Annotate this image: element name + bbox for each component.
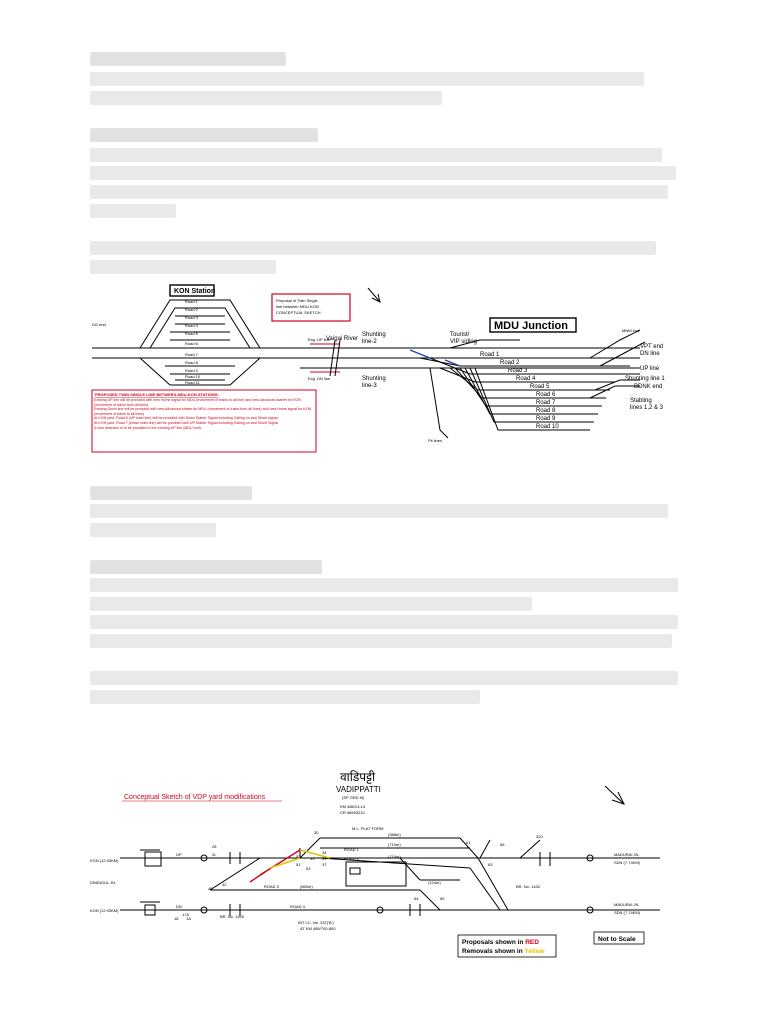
kon-road-label: Road 10 <box>185 374 201 379</box>
level-crossing-label: INT LC. No. 337('B') <box>298 920 334 925</box>
signal-number: 18 <box>174 916 179 921</box>
station-subtitle: (SP GRD III) <box>342 795 365 800</box>
mdu-road-label: Road 9 <box>536 416 556 422</box>
signal-number: 34 <box>322 850 327 855</box>
signal-number: 30 <box>314 830 319 835</box>
mdu-road-label: Road 1 <box>480 352 500 358</box>
not-to-scale-label: Not to Scale <box>598 936 636 943</box>
kon-road-label: Road 4 <box>185 323 198 328</box>
mdu-road-label: Road 5 <box>530 384 550 390</box>
length-label: (710m) <box>388 854 401 859</box>
note-item: Existing UP line will be provided with new Home signal for MDU (movement of trains to all line) and new Advanced starter for KON (movement of trains from all lines) <box>94 398 301 407</box>
mdu-road-label: Road 7 <box>536 400 556 406</box>
mdu-road-label: Road 2 <box>500 360 520 366</box>
road-label: ROAD 3 <box>264 884 279 889</box>
bridge-label: BR. No. 1400 <box>220 914 245 919</box>
legend-proposals: Proposals shown in RED <box>462 939 539 946</box>
dg-end-label: DG end <box>92 322 106 327</box>
shunting-line-1-label: Shunting line 1 <box>625 376 665 382</box>
kon-road-label: Road 6 <box>185 341 198 346</box>
madurai-jn-label: MADURAI JN. <box>614 902 640 907</box>
dindigul-label: DINDIGUL JN. <box>90 880 117 885</box>
mnm-end-label: MNM end <box>622 328 640 333</box>
kon-road-label: Road 5 <box>185 331 198 336</box>
note-item: At KON yard, Road 6 (UP main line) will be provided with Down Starter Signal including Calling on and Shunt signal. <box>94 416 279 421</box>
kgn-label: KGN (12.93KM) <box>90 858 119 863</box>
vpt-end-label: VPT end DN line <box>640 344 664 357</box>
signal-number: 42 <box>222 882 227 887</box>
signal-number: 52 <box>296 854 301 859</box>
road-label: ROAD 2 <box>344 856 359 861</box>
north-arrow-icon <box>605 786 624 804</box>
road-label: ROAD 1 <box>344 847 359 852</box>
notes-title: PROPOSED TWIN SINGLE LINE BETWEEN MDU-KON STATIONS: <box>95 392 219 397</box>
vdp-sketch-title: Conceptual Sketch of VDP yard modifications <box>124 794 266 801</box>
proposal-title: Proposal of Twin Single line between MDU-KON CONCEPTUAL SKETCH <box>276 298 321 315</box>
signal-number: 37 <box>322 862 327 867</box>
mdu-road-label: Road 10 <box>536 424 559 430</box>
signal-number: 51 <box>296 862 301 867</box>
station-km: KM 485/13-14 <box>340 804 366 809</box>
bridge-label: BR. No. 1402 <box>516 884 541 889</box>
note-item: At KON yard, Road 7 (Down main line) will be provided with UP Starter Signal including Calling on and Shunt Signal. <box>94 420 280 425</box>
kon-road-label: Road 8 <box>185 360 198 365</box>
signal-number: 17A <box>182 912 190 917</box>
station-name-en: VADIPPATTI <box>336 785 381 794</box>
signal-number: 53 <box>306 866 311 871</box>
kon-station-label: KON Station <box>174 288 216 295</box>
signal-number: 320 <box>536 834 543 839</box>
signal-number: UP <box>176 852 182 857</box>
mdu-road-label: Road 3 <box>508 368 528 374</box>
exg-dn-line-label: Exg. DN line <box>308 376 331 381</box>
shunting-line-3-label: Shunting line-3 <box>362 376 386 389</box>
kon-road-label: Road 2 <box>185 307 198 312</box>
signal-number: DN <box>176 904 182 909</box>
kon-road-label: Road 3 <box>185 315 198 320</box>
exg-up-line-label: Exg. UP line <box>308 337 330 342</box>
length-label: (850m) <box>300 884 313 889</box>
platform-label: M.L. PLAT FORM <box>352 826 384 831</box>
pit-lines-label: Pit lines <box>428 438 443 443</box>
signal-number: 31 <box>322 856 327 861</box>
note-item: A new diversion is to be provided to the existing UP line (MDU end). <box>94 425 202 430</box>
mdu-junction-label: MDU Junction <box>494 320 568 332</box>
kon-road-label: Road 1 <box>185 299 198 304</box>
signal-number: 28 <box>212 844 217 849</box>
river-label: Vaigai River <box>326 336 358 342</box>
length-label: (710m) <box>388 842 401 847</box>
signal-number: 63 <box>488 862 493 867</box>
station-code: CR 46593210 <box>340 810 365 815</box>
signal-number: 61 <box>466 840 471 845</box>
note-item: Existing Down line will be provided with new Advanced starter for MDU (movement of trains from all lines) and new Home signal for KON (movement of trains to all lines) <box>94 407 312 416</box>
signal-number: 2L <box>212 852 217 857</box>
length-label: (388m) <box>388 832 401 837</box>
madurai-jn-label: MADURAI JN. <box>614 852 640 857</box>
bdnk-end-label: BDNK end <box>634 384 663 390</box>
sdn-label: SDN (7.74KM) <box>614 910 641 915</box>
kon-road-label: Road 11 <box>185 380 200 385</box>
legend-removals: Removals shown in Yellow <box>462 948 545 955</box>
road-label: ROAD 4 <box>290 904 305 909</box>
signal-number: 54 <box>414 896 419 901</box>
kon-label: KON (12.93KM) <box>90 908 119 913</box>
signal-number: 65 <box>500 842 505 847</box>
kon-road-label: Road 7 <box>185 352 198 357</box>
signal-number: 55 <box>440 896 445 901</box>
shunting-line-2-label: Shunting line-2 <box>362 332 386 345</box>
signal-number: 33 <box>310 856 315 861</box>
tourist-siding-label: Tourist/ VIP siding <box>450 332 477 345</box>
kon-road-label: Road 9 <box>185 368 198 373</box>
mdu-road-label: Road 6 <box>536 392 556 398</box>
station-name-hindi: वाडिपट्टी <box>340 770 376 784</box>
mdu-road-label: Road 4 <box>516 376 536 382</box>
signal-number: 1A <box>186 916 191 921</box>
sdn-label: SDN (7.74KM) <box>614 860 641 865</box>
level-crossing-km: AT KM 485/700-800 <box>300 926 336 931</box>
length-label: (124m) <box>428 880 441 885</box>
signal-number: 40 <box>208 886 213 891</box>
stabling-lines-label: Stabling lines 1,2 & 3 <box>630 398 664 411</box>
mdu-road-label: Road 8 <box>536 408 556 414</box>
up-line-label: UP line <box>640 366 660 372</box>
